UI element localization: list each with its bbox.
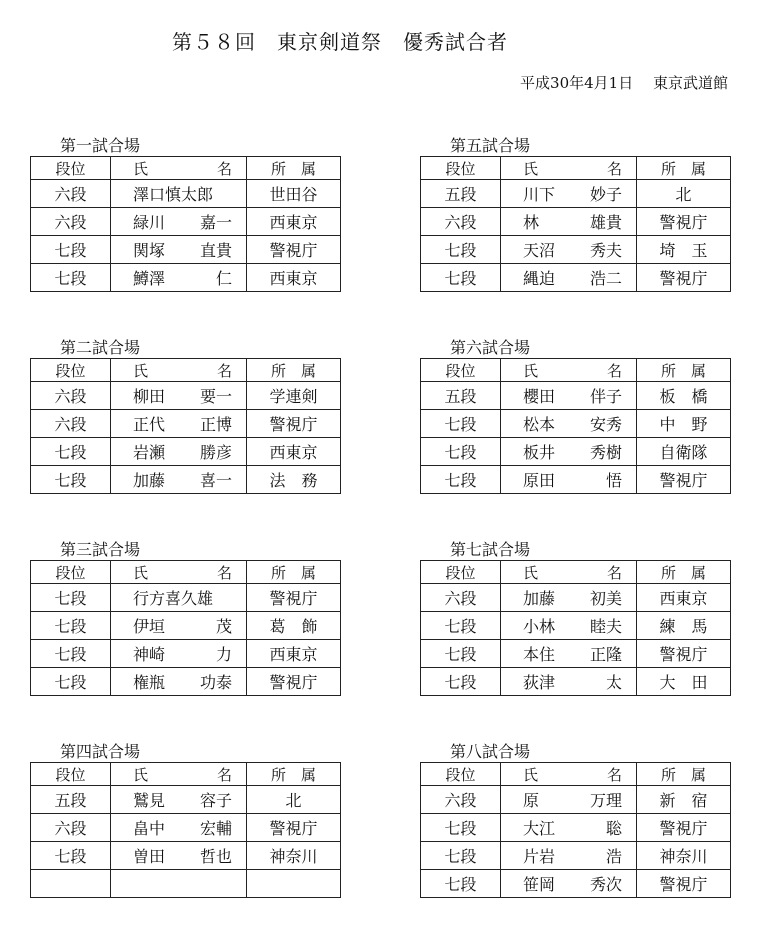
name-cell <box>501 668 637 696</box>
name-cell <box>501 208 637 236</box>
header-dan: 段位 <box>31 359 111 382</box>
affiliation-cell: 葛 飾 <box>247 612 341 640</box>
venue-block <box>420 136 730 292</box>
table-row <box>421 640 731 668</box>
family-name: 行方喜久雄 <box>133 589 214 608</box>
affiliation-cell: 警視庁 <box>637 870 731 898</box>
venue-name: 第二試合場 <box>60 338 141 357</box>
table-row <box>31 438 341 466</box>
name-cell <box>501 382 637 410</box>
name-cell <box>501 236 637 264</box>
table-row <box>421 786 731 814</box>
given-name: 初美 <box>589 589 622 608</box>
header-shi: 氏 <box>133 361 149 380</box>
given-name: 聡 <box>605 819 622 838</box>
family-name: 権瓶 <box>133 673 166 692</box>
affiliation-cell: 警視庁 <box>247 236 341 264</box>
table-row <box>421 382 731 410</box>
rank-cell: 七段 <box>31 612 111 640</box>
header-mei: 名 <box>216 159 232 178</box>
affiliation-cell: 西東京 <box>637 584 731 612</box>
rank-cell: 五段 <box>421 382 501 410</box>
rank-cell: 六段 <box>421 584 501 612</box>
rank-cell: 七段 <box>421 264 501 292</box>
rank-cell: 七段 <box>421 640 501 668</box>
header-name <box>501 157 637 180</box>
family-name: 板井 <box>523 443 556 462</box>
header-row <box>31 763 341 786</box>
table-row <box>421 814 731 842</box>
table-row <box>31 208 341 236</box>
family-name: 澤口慎太郎 <box>133 185 214 204</box>
family-name: 松本 <box>523 415 556 434</box>
rank-cell: 七段 <box>31 236 111 264</box>
family-name: 岩瀬 <box>133 443 166 462</box>
given-name: 妙子 <box>589 185 622 204</box>
venue-name: 第三試合場 <box>60 540 141 559</box>
given-name: 哲也 <box>199 847 232 866</box>
header-shi: 氏 <box>133 159 149 178</box>
family-name: 笹岡 <box>523 875 556 894</box>
header-name <box>111 763 247 786</box>
affiliation-cell: 警視庁 <box>637 640 731 668</box>
rank-cell: 七段 <box>421 842 501 870</box>
given-name: 浩二 <box>589 269 622 288</box>
header-dan: 段位 <box>31 561 111 584</box>
header-name <box>111 157 247 180</box>
rank-cell: 七段 <box>421 870 501 898</box>
header-mei: 名 <box>606 563 622 582</box>
header-affiliation: 所 属 <box>247 157 341 180</box>
family-name: 加藤 <box>133 471 166 490</box>
given-name: 容子 <box>199 791 232 810</box>
given-name: 伴子 <box>589 387 622 406</box>
table-row <box>421 668 731 696</box>
given-name: 万理 <box>589 791 622 810</box>
affiliation-cell: 神奈川 <box>247 842 341 870</box>
given-name: 功泰 <box>199 673 232 692</box>
rank-cell: 七段 <box>421 814 501 842</box>
name-cell <box>111 814 247 842</box>
family-name: 小林 <box>523 617 556 636</box>
given-name: 秀次 <box>589 875 622 894</box>
table-row <box>31 382 341 410</box>
results-table <box>420 560 731 696</box>
family-name: 神崎 <box>133 645 166 664</box>
venue-block <box>30 136 340 292</box>
results-table <box>30 358 341 494</box>
table-row <box>421 236 731 264</box>
header-affiliation: 所 属 <box>637 359 731 382</box>
venue-name: 第一試合場 <box>60 136 141 155</box>
venue-name: 第七試合場 <box>450 540 531 559</box>
table-row <box>421 208 731 236</box>
affiliation-cell: 板 橋 <box>637 382 731 410</box>
header-row <box>31 561 341 584</box>
family-name: 曽田 <box>133 847 166 866</box>
affiliation-cell: 警視庁 <box>247 814 341 842</box>
venue-name: 第四試合場 <box>60 742 141 761</box>
table-row <box>421 264 731 292</box>
header-dan: 段位 <box>421 157 501 180</box>
given-name: 要一 <box>199 387 232 406</box>
affiliation-cell: 北 <box>247 786 341 814</box>
rank-cell: 七段 <box>421 410 501 438</box>
name-cell <box>111 438 247 466</box>
name-cell <box>111 410 247 438</box>
table-row <box>31 264 341 292</box>
table-row <box>31 612 341 640</box>
table-row <box>421 612 731 640</box>
page-title: 第５８回 東京剣道祭 優秀試合者 <box>172 30 508 54</box>
family-name: 正代 <box>133 415 166 434</box>
header-row <box>421 763 731 786</box>
rank-cell: 六段 <box>421 786 501 814</box>
table-row <box>421 584 731 612</box>
header-mei: 名 <box>216 765 232 784</box>
affiliation-cell: 練 馬 <box>637 612 731 640</box>
name-cell <box>501 640 637 668</box>
rank-cell: 七段 <box>31 842 111 870</box>
rank-cell: 五段 <box>31 786 111 814</box>
rank-cell: 六段 <box>31 180 111 208</box>
name-cell <box>501 410 637 438</box>
header-name <box>501 763 637 786</box>
table-row <box>31 870 341 898</box>
header-row <box>421 157 731 180</box>
given-name: 悟 <box>605 471 622 490</box>
given-name: 雄貴 <box>589 213 622 232</box>
rank-cell: 七段 <box>31 466 111 494</box>
given-name: 正博 <box>199 415 232 434</box>
header-name <box>111 359 247 382</box>
header-shi: 氏 <box>523 361 539 380</box>
family-name: 鱒澤 <box>133 269 166 288</box>
name-cell <box>501 814 637 842</box>
family-name: 畠中 <box>133 819 166 838</box>
header-dan: 段位 <box>421 561 501 584</box>
table-row <box>31 410 341 438</box>
rank-cell: 七段 <box>31 584 111 612</box>
given-name: 力 <box>215 645 232 664</box>
name-cell <box>501 842 637 870</box>
rank-cell: 六段 <box>421 208 501 236</box>
header-mei: 名 <box>606 159 622 178</box>
given-name: 正隆 <box>589 645 622 664</box>
venue-block <box>420 338 730 494</box>
affiliation-cell: 世田谷 <box>247 180 341 208</box>
rank-cell: 七段 <box>421 668 501 696</box>
name-cell <box>111 668 247 696</box>
name-cell <box>111 208 247 236</box>
affiliation-cell: 神奈川 <box>637 842 731 870</box>
results-table <box>420 762 731 898</box>
name-cell <box>111 466 247 494</box>
family-name: 川下 <box>523 185 556 204</box>
given-name: 秀樹 <box>589 443 622 462</box>
affiliation-cell: 新 宿 <box>637 786 731 814</box>
header-dan: 段位 <box>421 359 501 382</box>
header-mei: 名 <box>606 361 622 380</box>
affiliation-cell <box>247 870 341 898</box>
results-table <box>30 156 341 292</box>
table-row <box>31 640 341 668</box>
rank-cell: 六段 <box>31 208 111 236</box>
name-cell <box>111 870 247 898</box>
header-shi: 氏 <box>133 563 149 582</box>
results-table <box>30 560 341 696</box>
affiliation-cell: 北 <box>637 180 731 208</box>
family-name: 縄迫 <box>523 269 556 288</box>
family-name: 鷲見 <box>133 791 166 810</box>
affiliation-cell: 法 務 <box>247 466 341 494</box>
family-name: 天沼 <box>523 241 556 260</box>
header-dan: 段位 <box>31 763 111 786</box>
family-name: 林 <box>523 213 540 232</box>
affiliation-cell: 西東京 <box>247 264 341 292</box>
header-affiliation: 所 属 <box>637 157 731 180</box>
family-name: 加藤 <box>523 589 556 608</box>
given-name: 喜一 <box>199 471 232 490</box>
name-cell <box>111 236 247 264</box>
results-table <box>30 762 341 898</box>
header-affiliation: 所 属 <box>247 561 341 584</box>
affiliation-cell: 西東京 <box>247 438 341 466</box>
table-row <box>421 438 731 466</box>
date-venue: 平成30年4月1日 東京武道館 <box>520 74 728 92</box>
name-cell <box>111 612 247 640</box>
table-row <box>31 786 341 814</box>
header-name <box>501 561 637 584</box>
family-name: 原田 <box>523 471 556 490</box>
header-name <box>111 561 247 584</box>
given-name: 仁 <box>215 269 232 288</box>
header-shi: 氏 <box>133 765 149 784</box>
header-row <box>421 561 731 584</box>
name-cell <box>111 264 247 292</box>
name-cell <box>501 584 637 612</box>
header-affiliation: 所 属 <box>247 359 341 382</box>
family-name: 櫻田 <box>523 387 556 406</box>
venue-block <box>30 742 340 898</box>
name-cell <box>111 180 247 208</box>
affiliation-cell: 中 野 <box>637 410 731 438</box>
header-row <box>31 359 341 382</box>
given-name: 茂 <box>215 617 232 636</box>
name-cell <box>111 842 247 870</box>
rank-cell: 七段 <box>421 438 501 466</box>
header-affiliation: 所 属 <box>637 561 731 584</box>
name-cell <box>501 180 637 208</box>
rank-cell: 六段 <box>31 410 111 438</box>
header-mei: 名 <box>216 361 232 380</box>
rank-cell: 七段 <box>421 466 501 494</box>
name-cell <box>501 466 637 494</box>
name-cell <box>111 640 247 668</box>
rank-cell: 七段 <box>31 668 111 696</box>
venue-name: 第五試合場 <box>450 136 531 155</box>
table-row <box>31 584 341 612</box>
given-name: 嘉一 <box>199 213 232 232</box>
header-affiliation: 所 属 <box>247 763 341 786</box>
affiliation-cell: 大 田 <box>637 668 731 696</box>
rank-cell: 七段 <box>421 236 501 264</box>
name-cell <box>501 438 637 466</box>
table-row <box>421 870 731 898</box>
family-name: 柳田 <box>133 387 166 406</box>
family-name: 大江 <box>523 819 556 838</box>
rank-cell: 五段 <box>421 180 501 208</box>
name-cell <box>111 584 247 612</box>
affiliation-cell: 警視庁 <box>637 814 731 842</box>
rank-cell: 六段 <box>31 382 111 410</box>
affiliation-cell: 自衛隊 <box>637 438 731 466</box>
affiliation-cell: 西東京 <box>247 208 341 236</box>
table-row <box>31 236 341 264</box>
venue-block <box>30 338 340 494</box>
header-shi: 氏 <box>523 159 539 178</box>
header-mei: 名 <box>216 563 232 582</box>
results-table <box>420 358 731 494</box>
family-name: 原 <box>523 791 540 810</box>
table-row <box>31 842 341 870</box>
name-cell <box>501 786 637 814</box>
table-row <box>421 466 731 494</box>
table-row <box>31 668 341 696</box>
header-mei: 名 <box>606 765 622 784</box>
header-shi: 氏 <box>523 563 539 582</box>
family-name: 荻津 <box>523 673 556 692</box>
affiliation-cell: 西東京 <box>247 640 341 668</box>
venue-block <box>420 742 730 898</box>
name-cell <box>501 612 637 640</box>
header-name <box>501 359 637 382</box>
header-shi: 氏 <box>523 765 539 784</box>
venue-name: 第六試合場 <box>450 338 531 357</box>
table-row <box>31 814 341 842</box>
venue-block <box>30 540 340 696</box>
venue-name: 第八試合場 <box>450 742 531 761</box>
given-name: 宏輔 <box>199 819 232 838</box>
family-name: 緑川 <box>133 213 166 232</box>
affiliation-cell: 警視庁 <box>247 584 341 612</box>
family-name: 本住 <box>523 645 556 664</box>
table-row <box>31 180 341 208</box>
rank-cell: 七段 <box>31 264 111 292</box>
affiliation-cell: 警視庁 <box>637 264 731 292</box>
given-name: 直貴 <box>199 241 232 260</box>
table-row <box>31 466 341 494</box>
affiliation-cell: 警視庁 <box>247 668 341 696</box>
given-name: 勝彦 <box>199 443 232 462</box>
header-dan: 段位 <box>421 763 501 786</box>
table-row <box>421 842 731 870</box>
affiliation-cell: 埼 玉 <box>637 236 731 264</box>
affiliation-cell: 警視庁 <box>637 208 731 236</box>
name-cell <box>501 870 637 898</box>
venue-block <box>420 540 730 696</box>
rank-cell: 七段 <box>31 438 111 466</box>
rank-cell: 六段 <box>31 814 111 842</box>
table-row <box>421 410 731 438</box>
results-table <box>420 156 731 292</box>
header-row <box>421 359 731 382</box>
family-name: 関塚 <box>133 241 166 260</box>
family-name: 片岩 <box>523 847 556 866</box>
affiliation-cell: 警視庁 <box>637 466 731 494</box>
given-name: 太 <box>605 673 622 692</box>
name-cell <box>501 264 637 292</box>
family-name: 伊垣 <box>133 617 166 636</box>
affiliation-cell: 警視庁 <box>247 410 341 438</box>
rank-cell: 七段 <box>421 612 501 640</box>
given-name: 安秀 <box>589 415 622 434</box>
table-row <box>421 180 731 208</box>
header-dan: 段位 <box>31 157 111 180</box>
given-name: 睦夫 <box>589 617 622 636</box>
given-name: 秀夫 <box>589 241 622 260</box>
header-affiliation: 所 属 <box>637 763 731 786</box>
name-cell <box>111 786 247 814</box>
rank-cell: 七段 <box>31 640 111 668</box>
rank-cell <box>31 870 111 898</box>
name-cell <box>111 382 247 410</box>
affiliation-cell: 学連剣 <box>247 382 341 410</box>
header-row <box>31 157 341 180</box>
given-name: 浩 <box>605 847 622 866</box>
